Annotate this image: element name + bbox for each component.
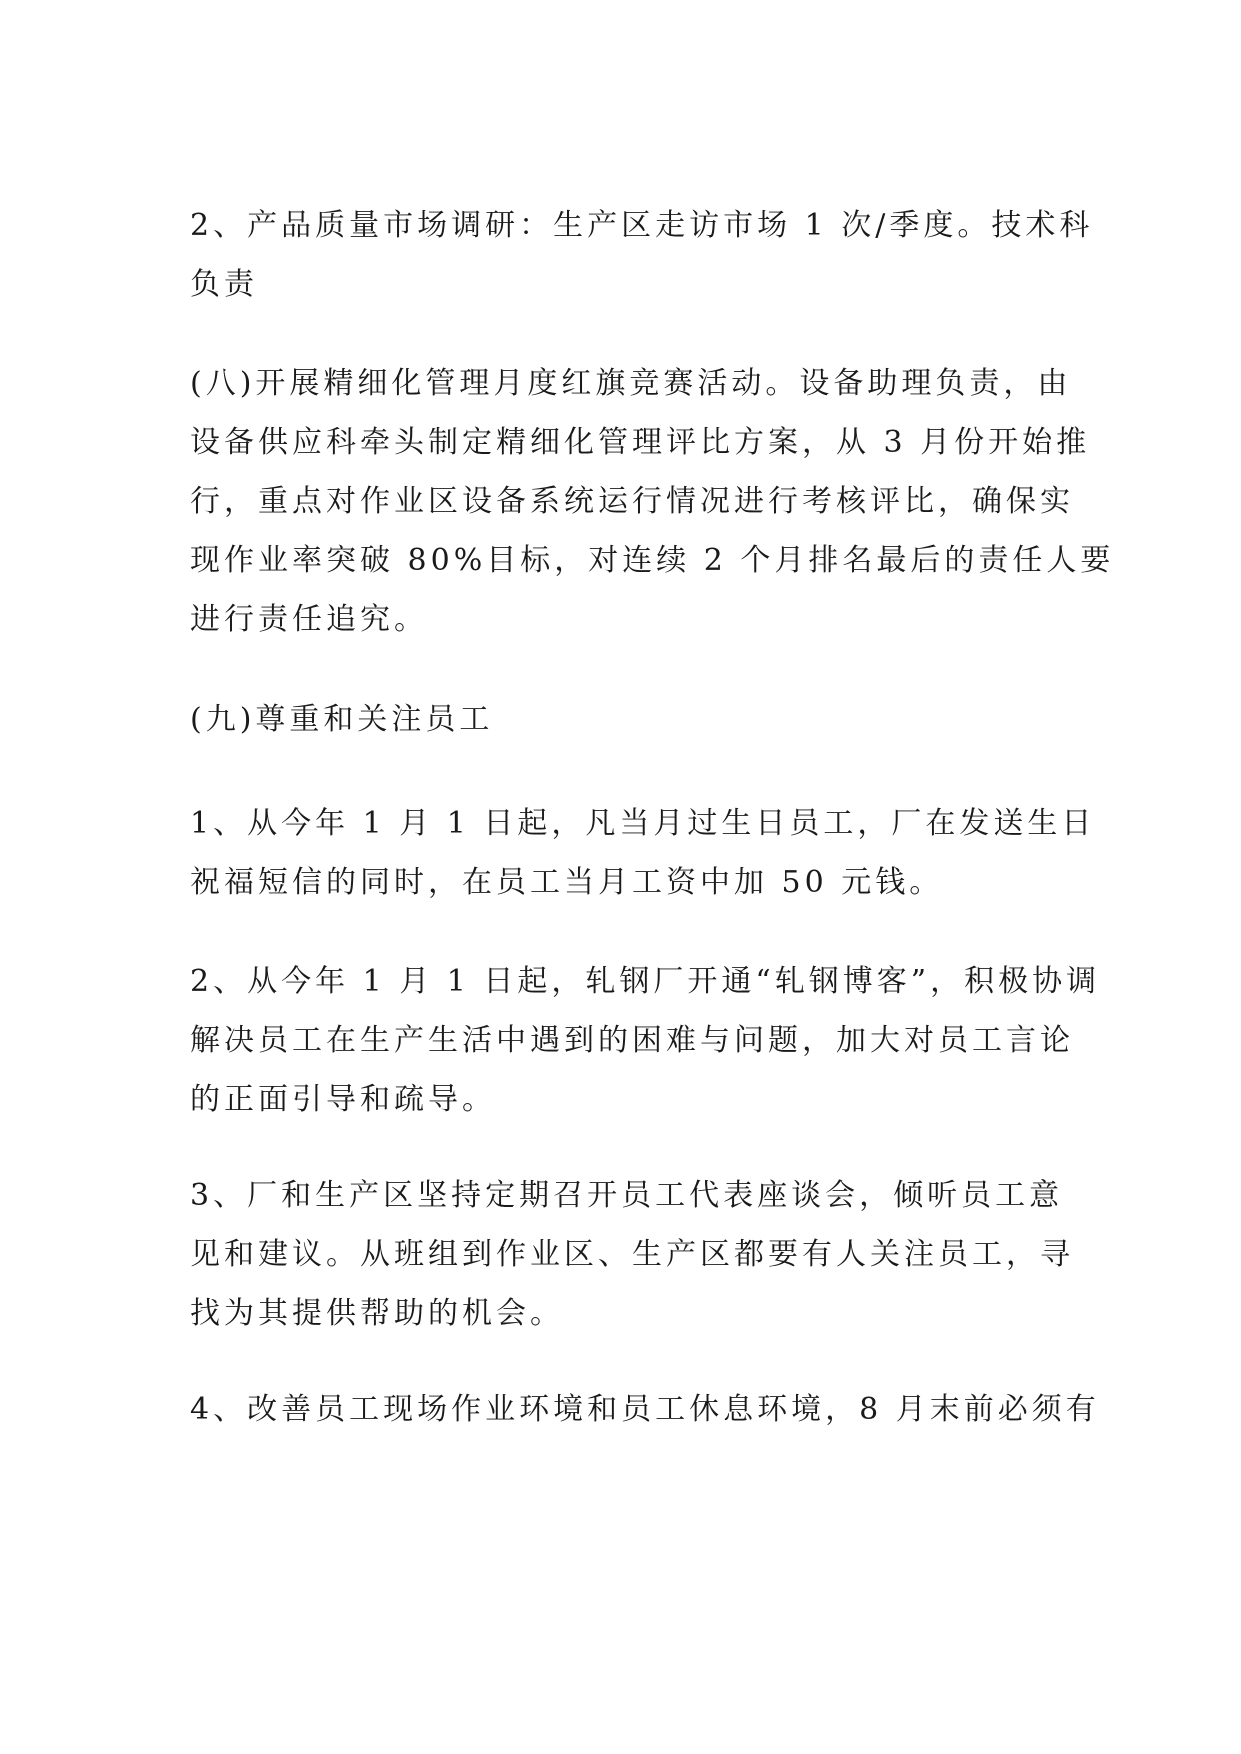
- text-line: 现作业率突破 80%目标，对连续 2 个月排名最后的责任人要: [190, 543, 1115, 578]
- paragraph-item-four: [190, 1380, 1100, 1439]
- text-line: 负责: [190, 267, 258, 302]
- text-line: 进行责任追究。: [190, 602, 428, 637]
- text-line: 见和建议。从班组到作业区、生产区都要有人关注员工，寻: [190, 1237, 1074, 1272]
- text-line: (九)尊重和关注员工: [190, 702, 494, 737]
- paragraph-item-one: [190, 794, 1096, 912]
- paragraph-market-research: [190, 196, 1094, 314]
- text-line: 2、产品质量市场调研：生产区走访市场 1 次/季度。技术科: [190, 208, 1094, 243]
- text-line: 行，重点对作业区设备系统运行情况进行考核评比，确保实: [190, 484, 1074, 519]
- text-line: 4、改善员工现场作业环境和员工休息环境，8 月末前必须有: [190, 1392, 1100, 1427]
- text-line: 找为其提供帮助的机会。: [190, 1296, 564, 1331]
- paragraph-item-three: [190, 1166, 1074, 1343]
- text-line: 解决员工在生产生活中遇到的困难与问题，加大对员工言论: [190, 1023, 1074, 1058]
- text-line: 的正面引导和疏导。: [190, 1082, 496, 1117]
- text-line: 1、从今年 1 月 1 日起，凡当月过生日员工，厂在发送生日: [190, 806, 1096, 841]
- section-heading-nine: [190, 690, 1058, 749]
- paragraph-section-eight: [190, 354, 1115, 649]
- text-line: 2、从今年 1 月 1 日起，轧钢厂开通“轧钢博客”，积极协调: [190, 964, 1101, 999]
- paragraph-item-two: [190, 952, 1101, 1129]
- text-line: 3、厂和生产区坚持定期召开员工代表座谈会，倾听员工意: [190, 1178, 1064, 1213]
- text-line: 设备供应科牵头制定精细化管理评比方案，从 3 月份开始推: [190, 425, 1091, 460]
- text-line: (八)开展精细化管理月度红旗竞赛活动。设备助理负责，由: [190, 366, 1072, 401]
- text-line: 祝福短信的同时，在员工当月工资中加 50 元钱。: [190, 865, 944, 900]
